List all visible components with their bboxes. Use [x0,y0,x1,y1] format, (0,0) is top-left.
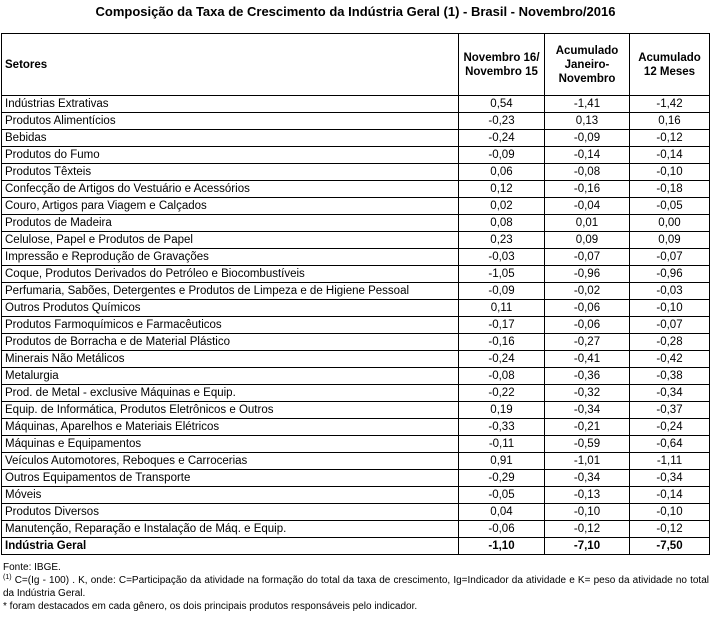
sector-cell: Bebidas [2,130,459,147]
acumulado-12-meses-cell: 0,00 [630,215,710,232]
table-row [2,96,710,113]
acumulado-jan-nov-cell: -0,41 [545,351,630,368]
nov16-nov15-cell: -0,22 [459,385,545,402]
acumulado-12-meses-cell: -0,28 [630,334,710,351]
footnote-1 [3,574,709,600]
header-setores: Setores [2,34,459,96]
table-row [2,419,710,436]
acumulado-12-meses-cell: -0,64 [630,436,710,453]
table-row [2,164,710,181]
nov16-nov15-cell: -0,16 [459,334,545,351]
table-row [2,113,710,130]
acumulado-jan-nov-cell: -0,34 [545,402,630,419]
table-row [2,453,710,470]
nov16-nov15-cell: 0,04 [459,504,545,521]
nov16-nov15-cell: -0,33 [459,419,545,436]
table-row [2,300,710,317]
acumulado-12-meses-cell: -0,34 [630,470,710,487]
sector-cell: Confecção de Artigos do Vestuário e Acessórios [2,181,459,198]
acumulado-jan-nov-cell: -0,10 [545,504,630,521]
acumulado-jan-nov-cell: -0,13 [545,487,630,504]
sector-cell: Indústria Geral [2,538,459,555]
acumulado-jan-nov-cell: -0,34 [545,470,630,487]
nov16-nov15-cell: 0,08 [459,215,545,232]
sector-cell: Veículos Automotores, Reboques e Carrocerias [2,453,459,470]
footnotes [3,561,709,613]
sector-cell: Manutenção, Reparação e Instalação de Máq. e Equip. [2,521,459,538]
table-row [2,198,710,215]
growth-composition-table [1,33,710,555]
sector-cell: Indústrias Extrativas [2,96,459,113]
acumulado-jan-nov-cell: 0,01 [545,215,630,232]
header-nov16-nov15: Novembro 16/ Novembro 15 [459,34,545,96]
nov16-nov15-cell: -0,09 [459,147,545,164]
acumulado-12-meses-cell: 0,16 [630,113,710,130]
acumulado-jan-nov-cell: -0,06 [545,317,630,334]
sector-cell: Produtos do Fumo [2,147,459,164]
acumulado-jan-nov-cell: -0,12 [545,521,630,538]
acumulado-jan-nov-cell: -0,32 [545,385,630,402]
nov16-nov15-cell: -0,03 [459,249,545,266]
sector-cell: Máquinas, Aparelhos e Materiais Elétricos [2,419,459,436]
sector-cell: Produtos Alimentícios [2,113,459,130]
acumulado-jan-nov-cell: -0,21 [545,419,630,436]
table-row [2,283,710,300]
acumulado-jan-nov-cell: -0,06 [545,300,630,317]
nov16-nov15-cell: -0,24 [459,130,545,147]
footnote-2: * foram destacados em cada gênero, os dois principais produtos responsáveis pelo indicador. [3,601,418,612]
table-row [2,215,710,232]
acumulado-12-meses-cell: -0,07 [630,249,710,266]
acumulado-12-meses-cell: -0,14 [630,147,710,164]
acumulado-12-meses-cell: 0,09 [630,232,710,249]
acumulado-jan-nov-cell: -7,10 [545,538,630,555]
table-row [2,249,710,266]
table-row [2,470,710,487]
table-row [2,504,710,521]
acumulado-12-meses-cell: -0,03 [630,283,710,300]
table-title: Composição da Taxa de Crescimento da Indústria Geral (1) - Brasil - Novembro/2016 [95,4,616,19]
sector-cell: Móveis [2,487,459,504]
sector-cell: Minerais Não Metálicos [2,351,459,368]
nov16-nov15-cell: -0,23 [459,113,545,130]
nov16-nov15-cell: -0,08 [459,368,545,385]
nov16-nov15-cell: -1,05 [459,266,545,283]
table-row [2,130,710,147]
acumulado-12-meses-cell: -7,50 [630,538,710,555]
acumulado-12-meses-cell: -0,10 [630,504,710,521]
acumulado-jan-nov-cell: -0,07 [545,249,630,266]
acumulado-12-meses-cell: -0,37 [630,402,710,419]
footnote-1-mark: (1) [3,574,12,581]
acumulado-12-meses-cell: -0,38 [630,368,710,385]
acumulado-12-meses-cell: -0,12 [630,521,710,538]
acumulado-jan-nov-cell: -0,09 [545,130,630,147]
acumulado-12-meses-cell: -0,34 [630,385,710,402]
sector-cell: Celulose, Papel e Produtos de Papel [2,232,459,249]
sector-cell: Equip. de Informática, Produtos Eletrônicos e Outros [2,402,459,419]
table-body [2,96,710,555]
acumulado-12-meses-cell: -1,42 [630,96,710,113]
acumulado-jan-nov-cell: -0,96 [545,266,630,283]
footnote-1-text: C=(Ig - 100) . K, onde: C=Participação da atividade na formação do total da taxa de crescimento, Ig=Indicador da atividade e K= peso da atividade no total da Indústria Geral. [3,575,709,599]
acumulado-12-meses-cell: -0,42 [630,351,710,368]
acumulado-jan-nov-cell: 0,13 [545,113,630,130]
acumulado-12-meses-cell: -0,10 [630,300,710,317]
sector-cell: Prod. de Metal - exclusive Máquinas e Equip. [2,385,459,402]
table-row [2,266,710,283]
nov16-nov15-cell: 0,19 [459,402,545,419]
acumulado-12-meses-cell: -0,14 [630,487,710,504]
sector-cell: Produtos Farmoquímicos e Farmacêuticos [2,317,459,334]
nov16-nov15-cell: 0,54 [459,96,545,113]
acumulado-12-meses-cell: -0,18 [630,181,710,198]
acumulado-jan-nov-cell: -0,08 [545,164,630,181]
table-header-row [2,34,710,96]
sector-cell: Impressão e Reprodução de Gravações [2,249,459,266]
sector-cell: Produtos Diversos [2,504,459,521]
table-row [2,521,710,538]
table-row [2,181,710,198]
table-row [2,351,710,368]
acumulado-jan-nov-cell: -0,59 [545,436,630,453]
nov16-nov15-cell: -0,09 [459,283,545,300]
acumulado-12-meses-cell: -0,10 [630,164,710,181]
table-row [2,487,710,504]
nov16-nov15-cell: 0,02 [459,198,545,215]
acumulado-12-meses-cell: -0,05 [630,198,710,215]
acumulado-jan-nov-cell: -0,04 [545,198,630,215]
header-acumulado-12-meses: Acumulado 12 Meses [630,34,710,96]
sector-cell: Perfumaria, Sabões, Detergentes e Produtos de Limpeza e de Higiene Pessoal [2,283,459,300]
table-row [2,402,710,419]
sector-cell: Produtos Têxteis [2,164,459,181]
source-note: Fonte: IBGE. [3,562,61,573]
acumulado-jan-nov-cell: -0,36 [545,368,630,385]
acumulado-12-meses-cell: -0,12 [630,130,710,147]
table-row [2,385,710,402]
acumulado-jan-nov-cell: -0,27 [545,334,630,351]
sector-cell: Couro, Artigos para Viagem e Calçados [2,198,459,215]
sector-cell: Produtos de Madeira [2,215,459,232]
acumulado-jan-nov-cell: -1,01 [545,453,630,470]
acumulado-jan-nov-cell: -0,02 [545,283,630,300]
table-row [2,232,710,249]
acumulado-jan-nov-cell: -0,14 [545,147,630,164]
nov16-nov15-cell: -0,11 [459,436,545,453]
nov16-nov15-cell: 0,11 [459,300,545,317]
table-row [2,334,710,351]
nov16-nov15-cell: 0,06 [459,164,545,181]
sector-cell: Máquinas e Equipamentos [2,436,459,453]
acumulado-12-meses-cell: -0,24 [630,419,710,436]
table-row [2,147,710,164]
sector-cell: Outros Equipamentos de Transporte [2,470,459,487]
nov16-nov15-cell: -1,10 [459,538,545,555]
header-acumulado-jan-nov: Acumulado Janeiro-Novembro [545,34,630,96]
sector-cell: Produtos de Borracha e de Material Plástico [2,334,459,351]
nov16-nov15-cell: 0,12 [459,181,545,198]
nov16-nov15-cell: -0,24 [459,351,545,368]
nov16-nov15-cell: 0,91 [459,453,545,470]
table-row [2,436,710,453]
table-row [2,317,710,334]
acumulado-12-meses-cell: -1,11 [630,453,710,470]
sector-cell: Metalurgia [2,368,459,385]
acumulado-jan-nov-cell: -1,41 [545,96,630,113]
nov16-nov15-cell: 0,23 [459,232,545,249]
acumulado-12-meses-cell: -0,96 [630,266,710,283]
nov16-nov15-cell: -0,05 [459,487,545,504]
sector-cell: Outros Produtos Químicos [2,300,459,317]
acumulado-jan-nov-cell: 0,09 [545,232,630,249]
total-row [2,538,710,555]
nov16-nov15-cell: -0,17 [459,317,545,334]
sector-cell: Coque, Produtos Derivados do Petróleo e Biocombustíveis [2,266,459,283]
nov16-nov15-cell: -0,29 [459,470,545,487]
nov16-nov15-cell: -0,06 [459,521,545,538]
acumulado-12-meses-cell: -0,07 [630,317,710,334]
acumulado-jan-nov-cell: -0,16 [545,181,630,198]
table-row [2,368,710,385]
